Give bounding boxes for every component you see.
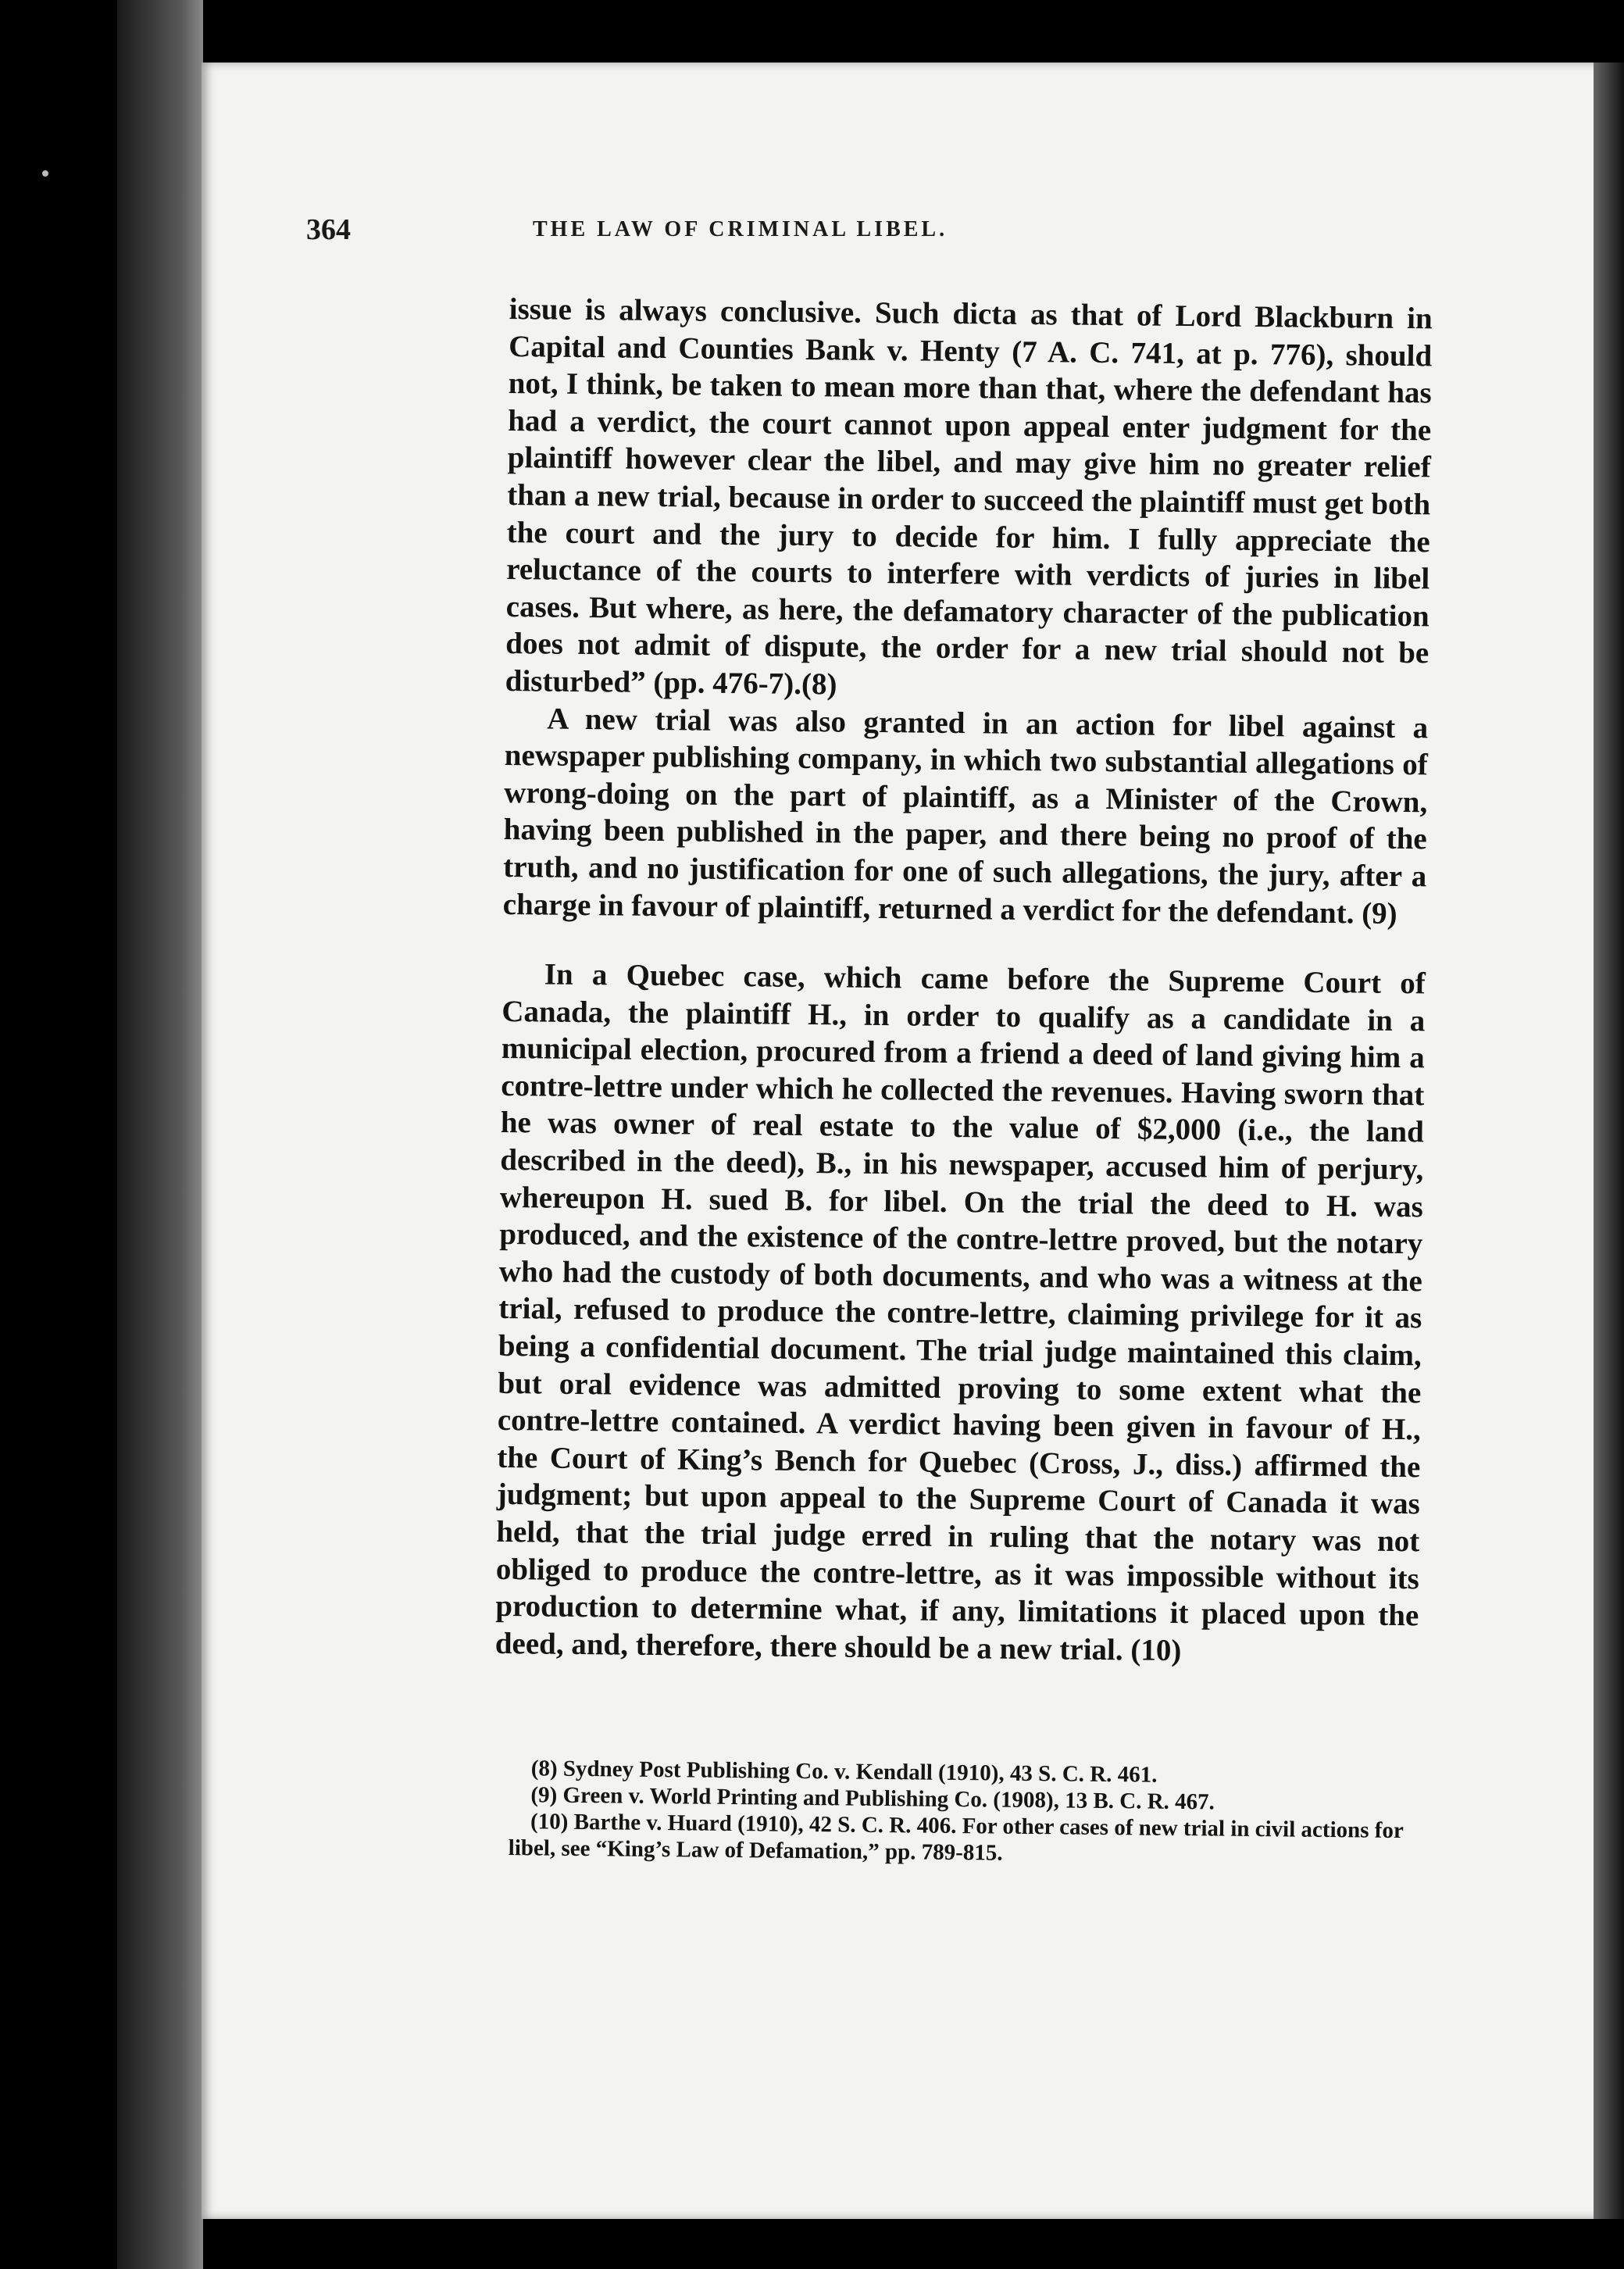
footnote: (9) Green v. World Printing and Publishing Co. (1908), 13 B. C. R. 467. bbox=[530, 1782, 1215, 1815]
footnote: (10) Barthe v. Huard (1910), 42 S. C. R. 406. For other cases of new trial in civil actions for libel, see “King’s Law of Defamation,” pp. 789-815. bbox=[508, 1809, 1404, 1866]
film-right-edge bbox=[1594, 63, 1624, 2219]
running-title: THE LAW OF CRIMINAL LIBEL. bbox=[533, 217, 948, 241]
film-speck bbox=[42, 170, 48, 177]
body-text bbox=[495, 291, 1433, 1672]
paragraph: A new trial was also granted in an action for libel against a newspaper publishing company, in which two substantial allegations of wrong-doing on the part of plaintiff, as a Minister of the Crown, having been published in the paper, and there being no proof of the truth, and no justification for one of such allegations, the jury, after a charge in favour of plaintiff, returned a verdict for the defendant. (9) bbox=[502, 702, 1429, 931]
paragraph: In a Quebec case, which came before the Supreme Court of Canada, the plaintiff H., in order to qualify as a candidate in a municipal election, procured from a friend a deed of land giving him a contre-lettre under which he collected the revenues. Having sworn that he was owner of real estate to the value of $2,000 (i.e., the land described in the deed), B., in his newspaper, accused him of perjury, whereupon H. sued B. for libel. On the trial the deed to H. was produced, and the existence of the contre-lettre proved, but the notary who had the custody of both documents, and who was a witness at the trial, refused to produce the contre-lettre, claiming privilege for it as being a confidential document. The trial judge maintained this claim, but oral evidence was admitted proving to some extent what the contre-lettre contained. A verdict having been given in favour of H., the Court of King’s Bench for Quebec (Cross, J., diss.) affirmed the judgment; but upon appeal to the Supreme Court of Canada it was held, that the trial judge erred in ruling that the notary was not obliged to produce the contre-lettre, as it was impossible without its production to determine what, if any, limitations it placed upon the deed, and, therefore, there should be a new trial. (10) bbox=[494, 957, 1426, 1667]
paragraph-continuation: issue is always conclusive. Such dicta as that of Lord Blackburn in Capital and Counties Bank v. Henty (7 A. C. 741, at p. 776), should not, I think, be taken to mean more than that, where the defendant has had a verdict, the court cannot upon appeal enter judgment for the plaintiff however clear the libel, and may give him no greater relief than a new trial, because in order to succeed the plaintiff must get both the court and the jury to decide for him. I fully appreciate the reluctance of the courts to interfere with verdicts of juries in libel cases. But where, as here, the defamatory character of the publication does not admit of dispute, the order for a new trial should not be disturbed” (pp. 476-7).(8) bbox=[505, 291, 1433, 702]
film-left-edge bbox=[117, 0, 203, 2269]
footnote: (8) Sydney Post Publishing Co. v. Kendall (1910), 43 S. C. R. 461. bbox=[530, 1756, 1158, 1788]
page-header bbox=[306, 213, 1426, 259]
footnotes bbox=[509, 1755, 1433, 1871]
page-number: 364 bbox=[306, 213, 351, 246]
